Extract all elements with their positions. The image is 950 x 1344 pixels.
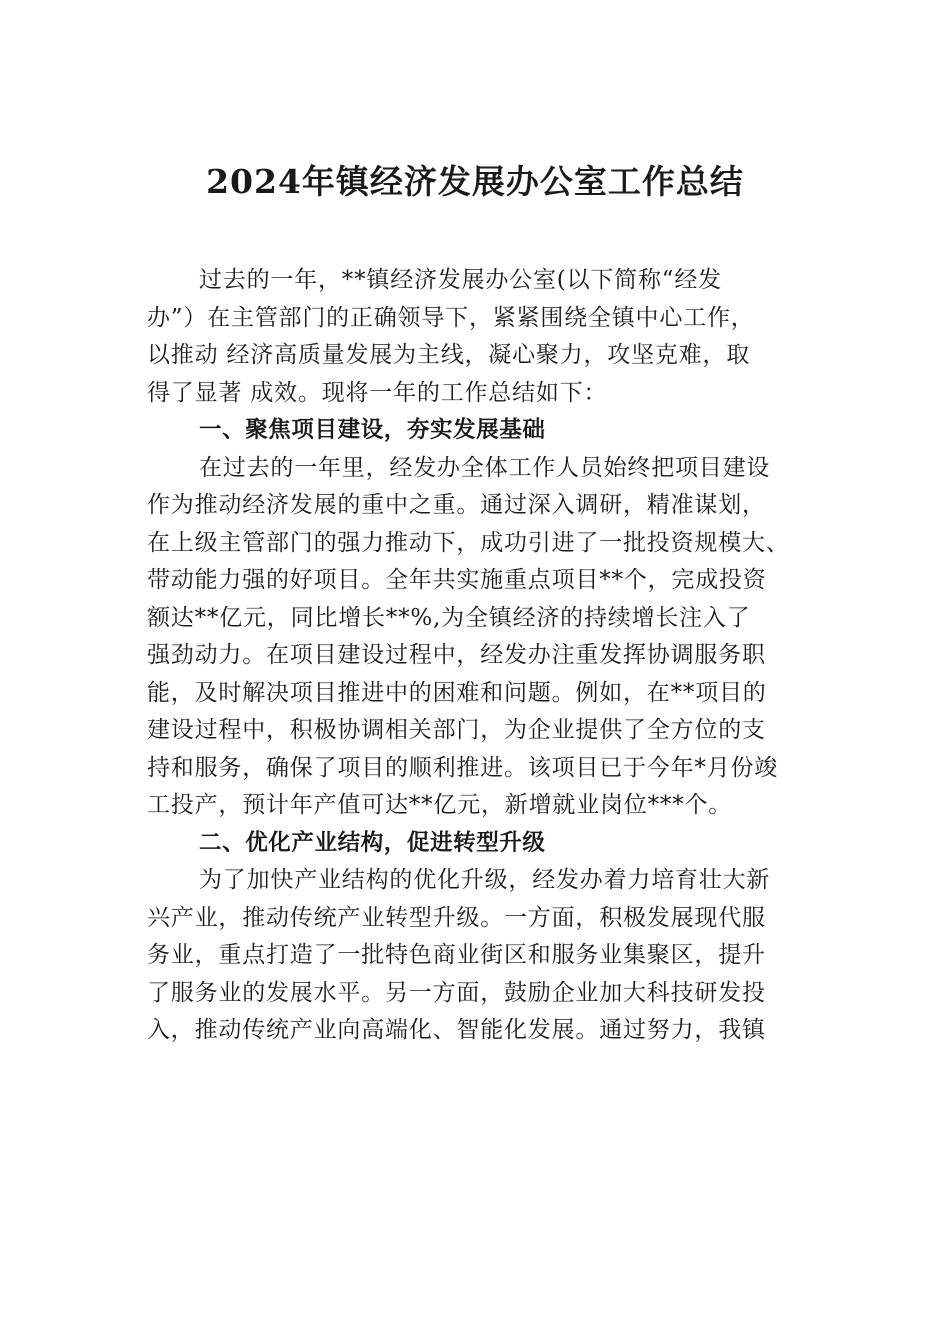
- paragraph-line: 带动能力强的好项目。全年共实施重点项目**个，完成投资: [147, 567, 767, 593]
- paragraph-line: 持和服务，确保了项目的顺利推进。该项目已于今年*月份竣: [147, 754, 779, 781]
- paragraph-line: 务业，重点打造了一批特色商业街区和服务业集聚区，提升: [147, 942, 766, 968]
- paragraph-line: 作为推动经济发展的重中之重。通过深入调研，精准谋划，: [147, 492, 766, 518]
- document-body: [147, 262, 807, 1050]
- paragraph-line: 在过去的一年里，经发办全体工作人员始终把项目建设: [199, 454, 771, 481]
- paragraph-line: 了服务业的发展水平。另一方面，鼓励企业加大科技研发投: [147, 979, 766, 1006]
- section-heading: 二、优化产业结构，促进转型升级: [199, 829, 546, 856]
- paragraph-line: 入，推动传统产业向高端化、智能化发展。通过努力，我镇: [147, 1017, 766, 1043]
- document-title: 2024年镇经济发展办公室工作总结: [206, 162, 744, 201]
- paragraph-line: 兴产业，推动传统产业转型升级。一方面，积极发展现代服: [147, 904, 766, 931]
- paragraph-line: 以推动 经济高质量发展为主线，凝心聚力，攻坚克难，取: [147, 342, 751, 368]
- paragraph-line: 强劲动力。在项目建设过程中，经发办注重发挥协调服务职: [147, 642, 766, 668]
- paragraph-line: 工投产，预计年产值可达**亿元，新增就业岗位***个。: [147, 792, 733, 818]
- paragraph-line: 过去的一年，**镇经济发展办公室(以下简称“经发: [199, 267, 722, 293]
- paragraph-line: 为了加快产业结构的优化升级，经发办着力培育壮大新: [199, 867, 771, 893]
- paragraph-line: 在上级主管部门的强力推动下，成功引进了一批投资规模大、: [147, 529, 790, 556]
- paragraph-line: 得了显著 成效。现将一年的工作总结如下：: [147, 379, 608, 406]
- paragraph-line: 建设过程中，积极协调相关部门，为企业提供了全方位的支: [147, 717, 766, 743]
- paragraph-line: 额达**亿元，同比增长**%,为全镇经济的持续增长注入了: [147, 604, 751, 631]
- section-heading: 一、聚焦项目建设，夯实发展基础: [199, 417, 546, 443]
- paragraph-line: 办”）在主管部门的正确领导下，紧紧围绕全镇中心工作，: [147, 304, 755, 331]
- paragraph-line: 能，及时解决项目推进中的困难和问题。例如，在**项目的: [147, 679, 767, 706]
